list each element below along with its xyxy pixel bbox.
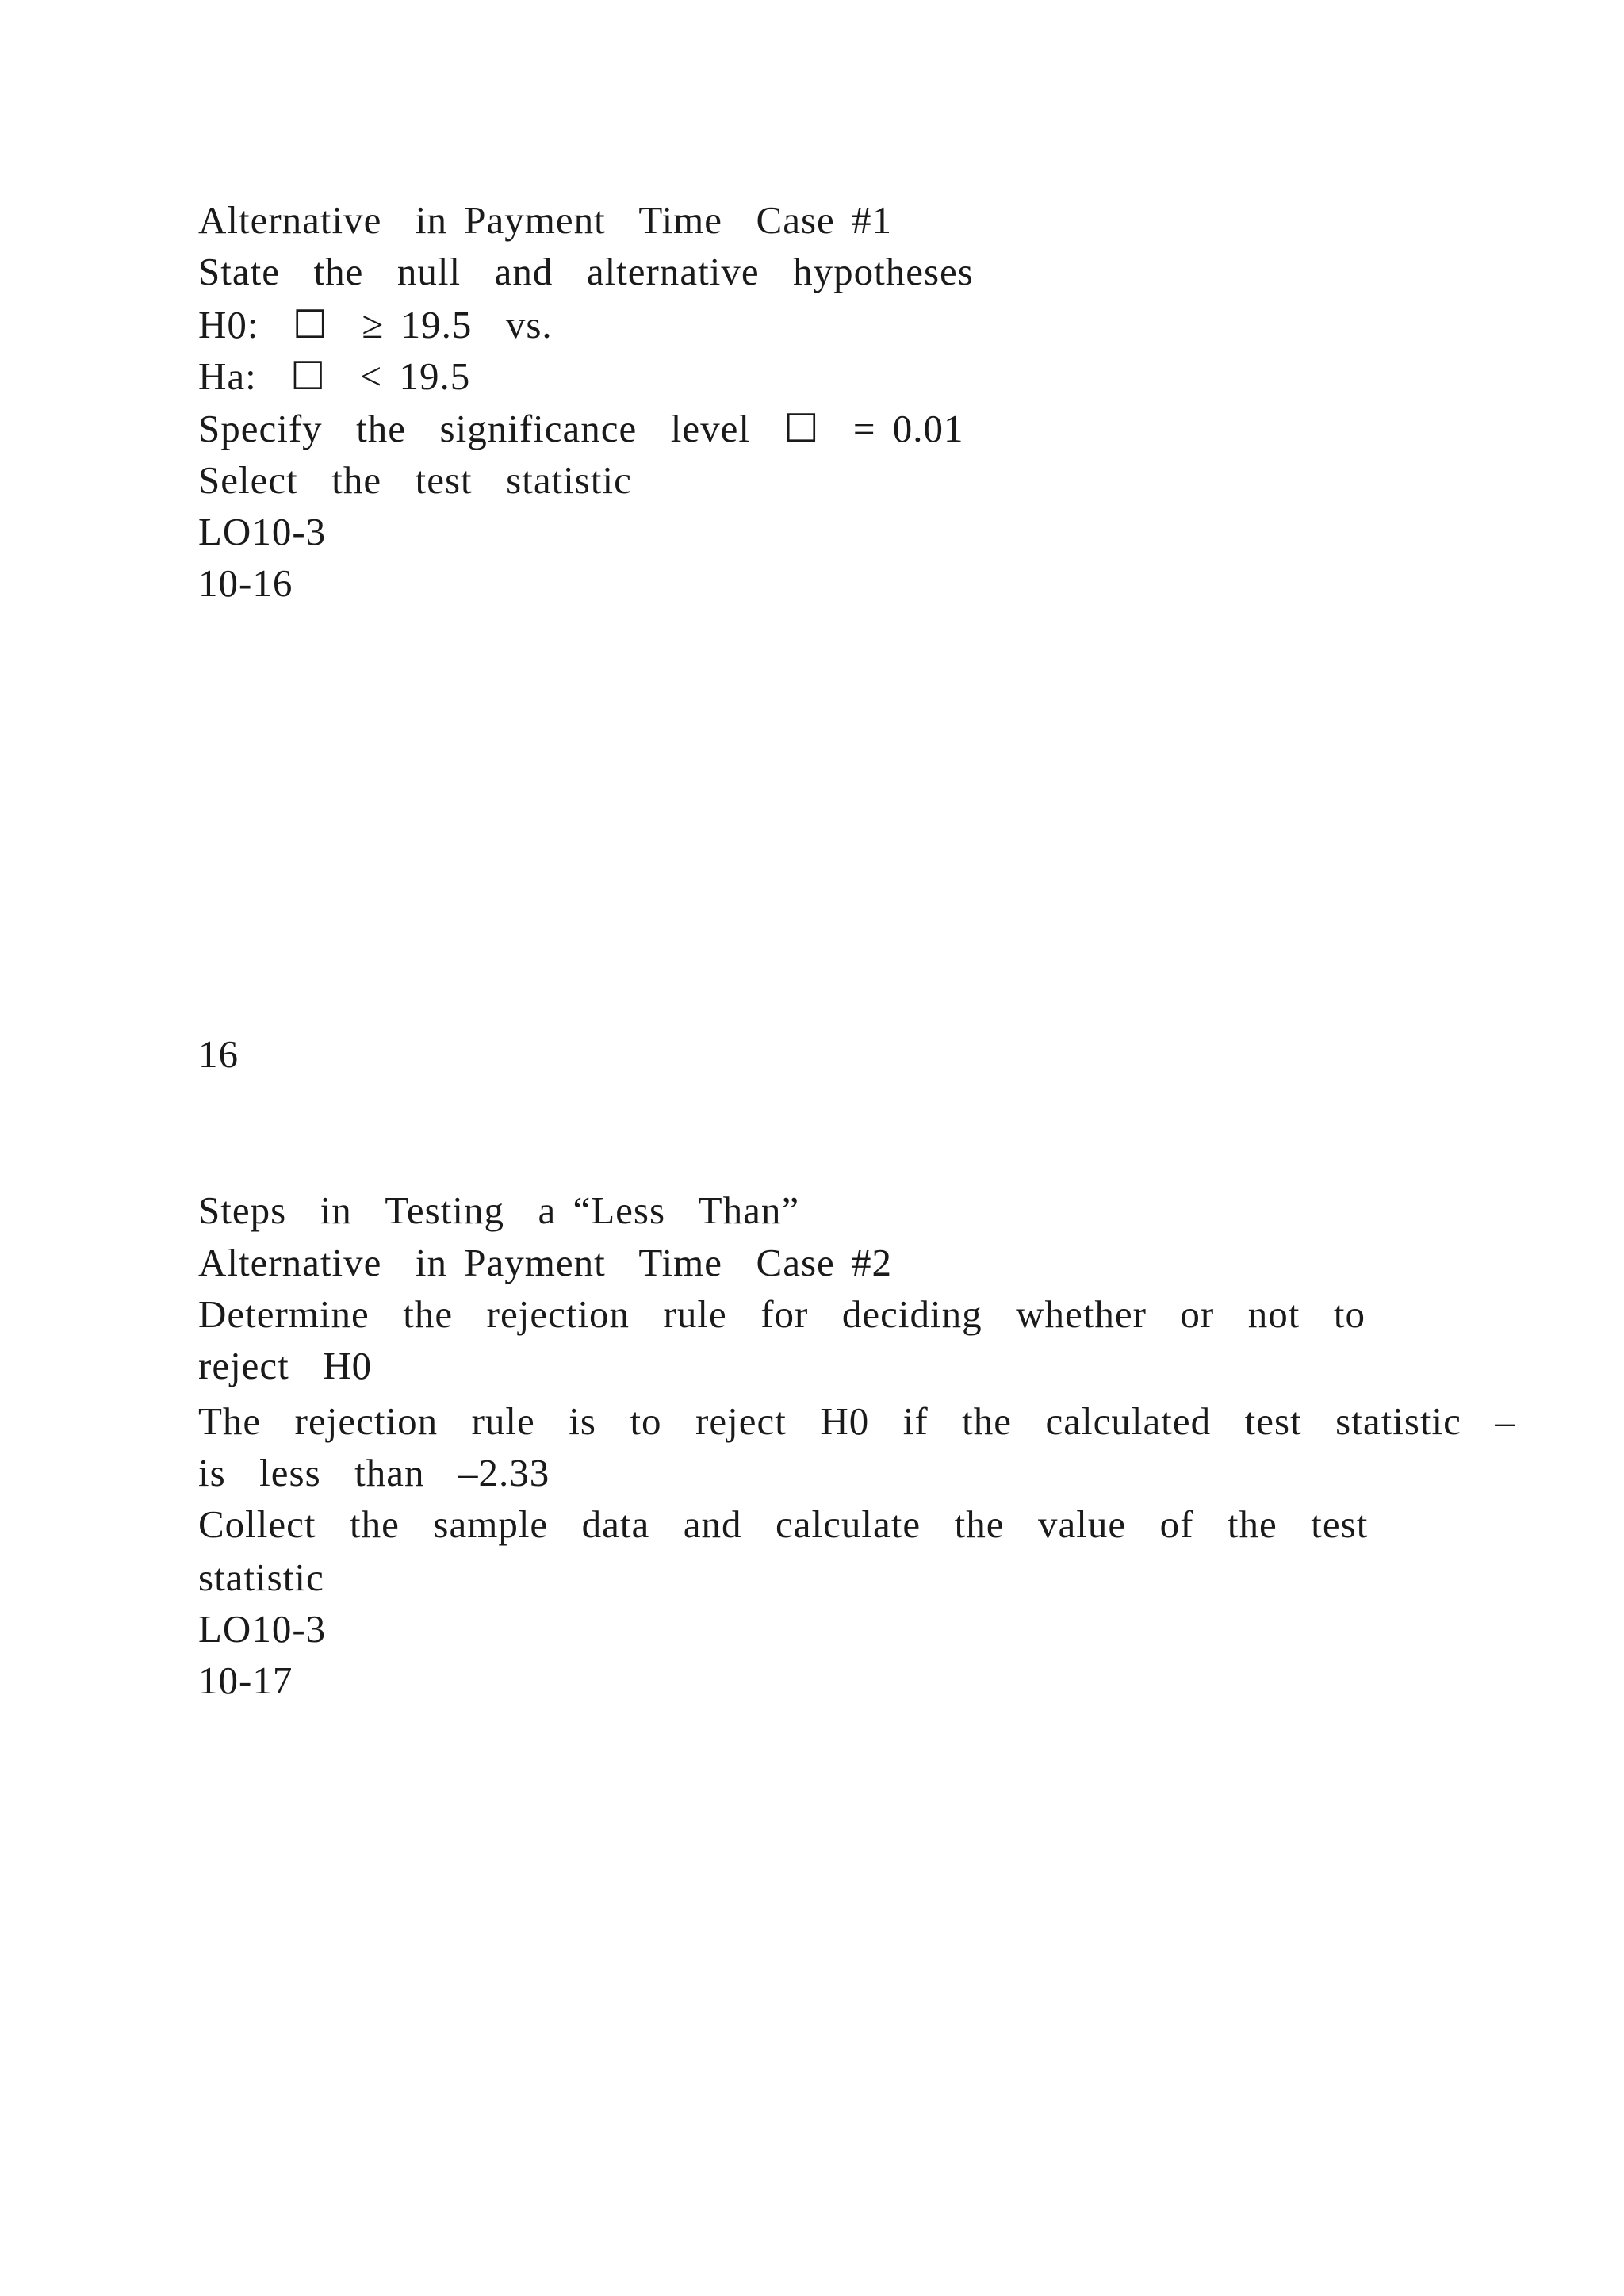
slide2-collect-data: Collect the sample data and calculate the value of the test [198, 1502, 1369, 1546]
page-number: 16 [198, 1032, 239, 1076]
slide1-alternative-hypothesis: Ha: ☐ < 19.5 [198, 354, 471, 398]
slide1-slide-number: 10-16 [198, 561, 293, 605]
slide2-slide-number: 10-17 [198, 1659, 293, 1702]
slide1-step-state-hypotheses: State the null and alternative hypotheses [198, 250, 974, 293]
slide2-title: Steps in Testing a “Less Than” [198, 1188, 800, 1232]
slide2-subtitle: Alternative in Payment Time Case #2 [198, 1241, 893, 1284]
slide1-significance-level: Specify the significance level ☐ = 0.01 [198, 407, 964, 450]
slide2-step-determine-rule-cont: reject H0 [198, 1344, 373, 1387]
slide2-rejection-rule: The rejection rule is to reject H0 if the calculated test statistic – [198, 1399, 1515, 1443]
slide1-select-statistic: Select the test statistic [198, 458, 632, 502]
slide1-learning-objective: LO10-3 [198, 510, 327, 553]
slide2-collect-data-cont: statistic [198, 1556, 324, 1599]
slide2-learning-objective: LO10-3 [198, 1607, 327, 1651]
slide2-step-determine-rule: Determine the rejection rule for deciding whether or not to [198, 1292, 1365, 1336]
slide1-null-hypothesis: H0: ☐ ≥ 19.5 vs. [198, 303, 553, 346]
slide2-rejection-rule-cont: is less than –2.33 [198, 1451, 550, 1494]
slide1-title: Alternative in Payment Time Case #1 [198, 198, 893, 242]
